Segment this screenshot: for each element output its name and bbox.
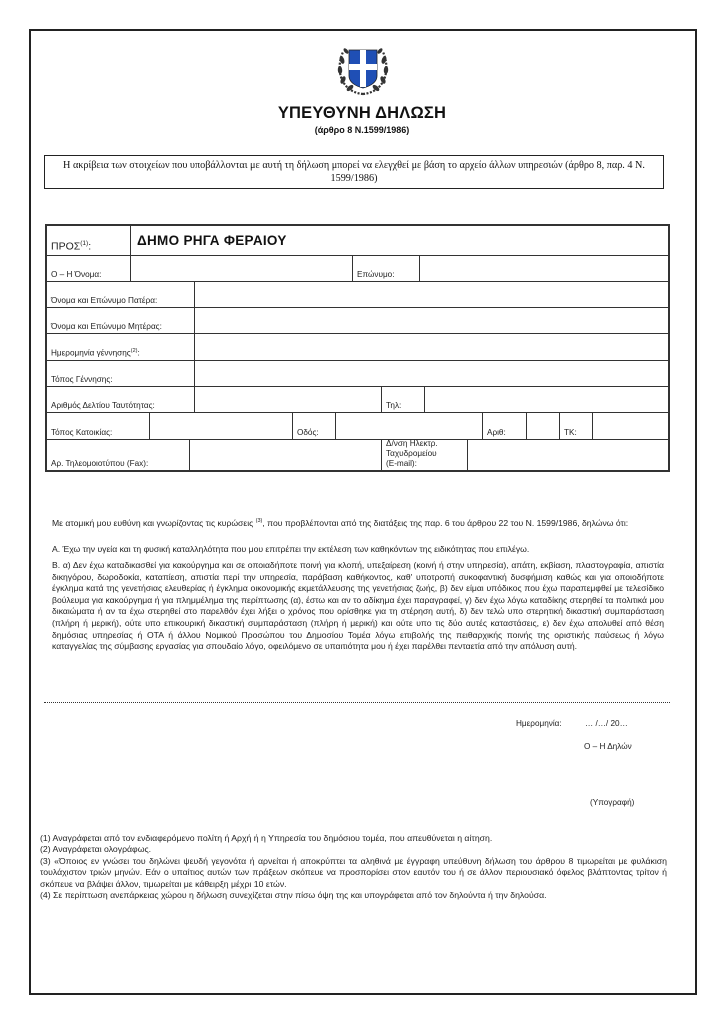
last-name-field[interactable] [420, 256, 668, 281]
birth-date-field[interactable] [195, 334, 668, 360]
first-name-field[interactable] [131, 256, 353, 281]
id-number-field[interactable] [195, 387, 382, 412]
id-number-label: Αριθμός Δελτίου Ταυτότητας: [51, 401, 155, 410]
postal-code-label: ΤΚ: [564, 428, 577, 437]
residence-field[interactable] [150, 413, 293, 439]
birth-date-label: Ημερομηνία γέννησης$^{(2)}$: [51, 348, 140, 358]
last-name-label: Επώνυμο: [357, 270, 395, 279]
postal-code-label-cell [560, 413, 593, 439]
declaration-item-b: Β. α) Δεν έχω καταδικασθεί για κακούργημα και σε οποιαδήποτε ποινή για κλοπή, υπεξαίρεση (κοινή ή στην υπηρεσία), απάτη, εκβίαση, πλαστογραφία, απιστία δικηγόρου, δωροδοκία, καταπίεση, απιστία περί την υπηρεσία, παράβαση καθήκοντος, καθ' υποτροπή συκοφαντική δυσφήμιση καθώς και για οποιοδήποτε έγκλημα κατά της γενετήσιας ελευθερίας ή έγκλημα οικονομικής εκμετάλλευσης της γενετήσιας ζωής, β) δεν είμαι υπόδικος που έχω παραπεμφθεί με τελεσίδικο βούλευμα για κακούργημα ή για πλημμέλημα της περίπτωσης (α), έστω και αν το αδίκημα έχει παραγραφεί, γ) δεν έχω λόγω καταδίκης στερηθεί τα πολιτικά μου δικαιώματα ή αν τα έχω στερηθεί στο παρελθόν έχει λήξει ο χρόνος που ορίσθηκε για τη στέρηση αυτή, δ) δεν τελώ υπο στερητική δικαστική συμπαράσταση (πλήρη ή μερική), ούτε υπο επικουρική δικαστική συμπαράσταση (πλήρη ή μερική) και ούτε υπο τις δύο αυτές καταστάσεις, ε) δεν έχω απολυθεί από θέση δημόσιας υπηρεσίας ή ΟΤΑ ή άλλου Νομικού Προσώπου του Δημοσίου Τομέα λόγω επιβολής της πειθαρχικής ποινής της οριστικής παύσεως ή λόγω καταγγελίας της σύμβασης εργασίας για σπουδαίο λόγο, οφειλόμενο σε υπαιτιότητα μου ή έχει παρέλθει πενταετία από την απόλυση αυτή. [52, 560, 664, 652]
greek-coat-of-arms-icon [333, 40, 393, 98]
row-mother-name [47, 308, 668, 334]
number-label: Αριθ: [487, 428, 506, 437]
phone-label-cell [382, 387, 425, 412]
row-birth-date [47, 334, 668, 361]
father-name-field[interactable] [195, 282, 668, 307]
father-name-label-cell [47, 282, 195, 307]
footnote-2: (2) Αναγράφεται ολογράφως. [40, 844, 152, 855]
first-name-label-cell [47, 256, 131, 281]
email-field[interactable] [468, 440, 668, 470]
birth-place-label: Τόπος Γέννησης: [51, 375, 113, 384]
number-label-cell [483, 413, 527, 439]
accuracy-notice [44, 155, 664, 189]
fax-field[interactable] [190, 440, 382, 470]
dotted-separator [44, 702, 670, 703]
father-name-label: Όνομα και Επώνυμο Πατέρα: [51, 296, 158, 305]
street-label: Οδός: [297, 428, 319, 437]
footnotes [40, 833, 667, 901]
personal-details-form [45, 224, 670, 472]
recipient-label-cell [47, 226, 131, 255]
email-label: Δ/νση Ηλεκτρ. Ταχυδρομείου (E-mail): [386, 439, 438, 468]
row-fax-email [47, 440, 668, 470]
document-title: ΥΠΕΥΘΥΝΗ ΔΗΛΩΣΗ [277, 104, 447, 122]
row-name [47, 256, 668, 282]
document-subtitle: (άρθρο 8 Ν.1599/1986) [314, 125, 410, 135]
row-address [47, 413, 668, 440]
mother-name-label-cell [47, 308, 195, 333]
id-number-label-cell [47, 387, 195, 412]
street-label-cell [293, 413, 336, 439]
street-field[interactable] [336, 413, 483, 439]
row-father-name [47, 282, 668, 308]
email-label-cell [382, 440, 468, 470]
birth-place-field[interactable] [195, 361, 668, 386]
residence-label: Τόπος Κατοικίας: [51, 428, 113, 437]
declaration-intro: Με ατομική μου ευθύνη και γνωρίζοντας τις κυρώσεις $^{(3)}$, που προβλέπονται από της διατάξεις της παρ. 6 του άρθρου 22 του Ν. 1599/1986, δηλώνω ότι: [52, 517, 629, 528]
footnote-1: (1) Αναγράφεται από τον ενδιαφερόμενο πολίτη ή Αρχή ή η Υπηρεσία του δημόσιου τομέα, που απευθύνεται η αίτηση. [40, 833, 493, 843]
fax-label: Αρ. Τηλεομοιοτύπου (Fax): [51, 459, 149, 468]
postal-code-field[interactable] [593, 413, 668, 439]
accuracy-notice-text: Η ακρίβεια των στοιχείων που υποβάλλονται με αυτή τη δήλωση μπορεί να ελεγχθεί με βάση το αρχείο άλλων υπηρεσιών (άρθρο 8, παρ. 4 Ν. 1599/1986) [63, 160, 645, 184]
footnote-4: (4) Σε περίπτωση ανεπάρκειας χώρου η δήλωση συνεχίζεται στην πίσω όψη της και υπογράφεται από τον δηλούντα ή την δηλούσα. [40, 890, 547, 901]
signature-label: (Υπογραφή) [590, 798, 635, 807]
recipient-field[interactable] [131, 226, 668, 255]
first-name-label: Ο – Η Όνομα: [51, 270, 102, 279]
declarant-label: Ο – Η Δηλών [584, 742, 632, 751]
last-name-label-cell [353, 256, 420, 281]
birth-date-label-cell [47, 334, 195, 360]
fax-label-cell [47, 440, 190, 470]
birth-place-label-cell [47, 361, 195, 386]
declaration-item-a: Α. Έχω την υγεία και τη φυσική καταλληλότητα που μου επιτρέπει την εκτέλεση των καθηκόντων της ειδικότητας που επιλέγω. [52, 544, 530, 554]
row-recipient [47, 226, 668, 256]
recipient-label: ΠΡΟΣ$^{(1)}$: [51, 239, 92, 252]
date-value[interactable]: … /…/ 20… [585, 719, 628, 728]
recipient-value: ΔΗΜΟ ΡΗΓΑ ΦΕΡΑΙΟΥ [137, 233, 287, 248]
mother-name-field[interactable] [195, 308, 668, 333]
row-birth-place [47, 361, 668, 387]
date-label: Ημερομηνία: [516, 719, 562, 728]
phone-label: Τηλ: [386, 401, 402, 410]
row-id-phone [47, 387, 668, 413]
phone-field[interactable] [425, 387, 668, 412]
footnote-3: (3) «Όποιος εν γνώσει του δηλώνει ψευδή γεγονότα ή αρνείται ή αποκρύπτει τα αληθινά με έγγραφη υπεύθυνη δήλωση του άρθρου 8 τιμωρείται με φυλάκιση τουλάχιστον τριών μηνών. Εάν ο υπαίτιος αυτών των πράξεων σκόπευε να προσπορίσει στον εαυτόν του ή σε άλλον περιουσιακό όφελος βλάπτοντας τρίτον ή σκόπευε να βλάψει άλλον, τιμωρείται με κάθειρξη μέχρι 10 ετών. [40, 855, 667, 889]
residence-label-cell [47, 413, 150, 439]
number-field[interactable] [527, 413, 560, 439]
mother-name-label: Όνομα και Επώνυμο Μητέρας: [51, 322, 162, 331]
